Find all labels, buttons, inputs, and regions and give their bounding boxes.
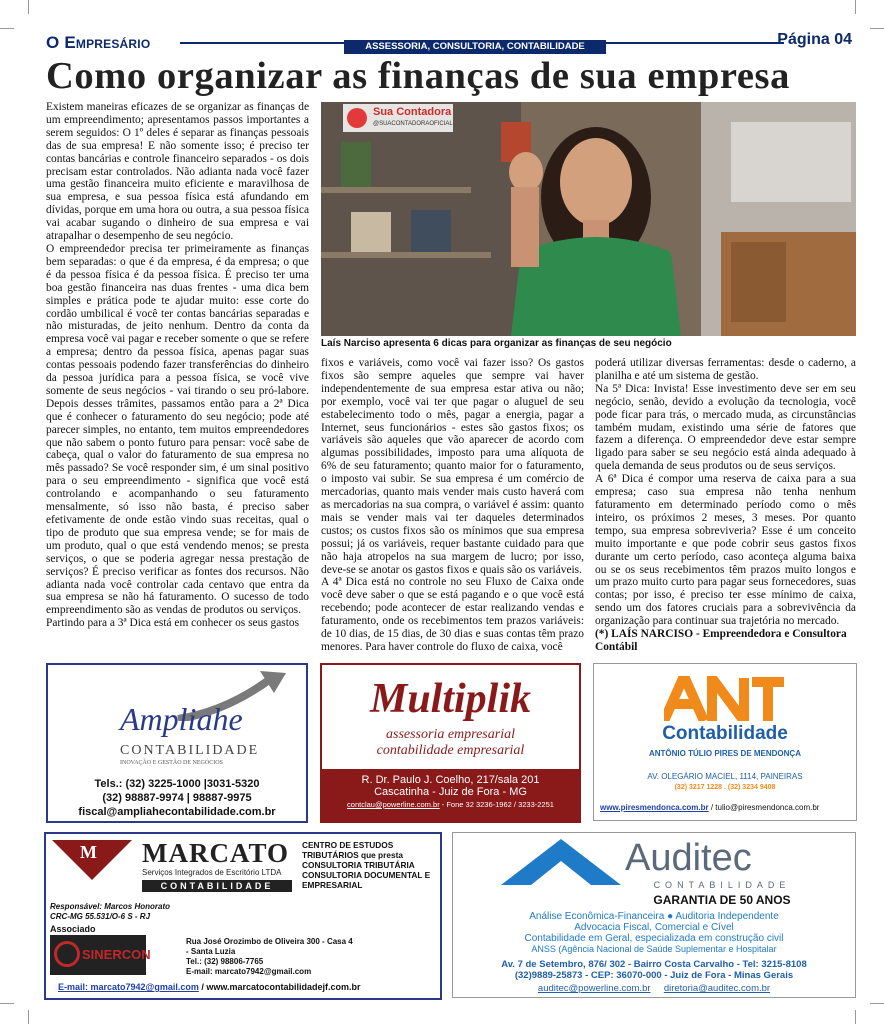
auditec-address: Av. 7 de Setembro, 876/ 302 - Bairro Costa Carvalho - Tel: 3215-8108: [501, 959, 807, 970]
auditec-s1: Análise Econômica-Financeira ● Auditoria Independente: [529, 911, 779, 922]
sinercon-name: SINERCON: [82, 947, 151, 962]
photo-handle: @SUACONTADORAOFICIAL: [373, 121, 453, 127]
crop-mark: [28, 0, 29, 14]
crop-mark: [870, 1003, 884, 1004]
article-column-2: [321, 357, 584, 654]
ampliahe-tel1: Tels.: (32) 3225-1000 |3031-5320: [94, 778, 260, 790]
crop-mark: [28, 1010, 29, 1024]
auditec-s3: Contabilidade em Geral, especializada em construção civil: [524, 933, 784, 944]
ant-contact: [600, 803, 854, 812]
ampliahe-sub: CONTABILIDADE: [120, 743, 260, 758]
multiplik-city: Cascatinha - Juiz de Fora - MG: [374, 786, 527, 798]
marcato-assoc: Associado: [50, 924, 96, 934]
paragraph: O empreendedor precisa ter primeiramente as finanças bem separadas: o que é da empresa, é da empresa; o que é da pessoa física é da pessoa física. É preciso ter uma boa gestão financeira nas duas frentes - uma dica bem simples e prática pode te ajudar muito: esse corte do cordão umbilical é você ter contas bancárias separadas e não misturadas, de jeito nenhum. Dentro da conta da empresa você vai pagar e receber somente o que se refere a empresa; dentro da pessoa física, apenas pagar suas contas pessoais podendo fazer transferências do dinheiro da pessoa jurídica para a pessoa física, se você vive somente de seus negócios - vai tirando o seu pró-labore. Depois desses trâmites, passamos então para a 2ª Dica que é conhecer o faturamento do seu negócio; pode até parecer simples, no entanto, tem muitos empreendedores que não sabem o ponto futuro para pensar: você sabe de cabeça, qual o valor do faturamento de sua empresa no mês passado? Se você responder sim, é um sinal positivo para o seu empreendimento - significa que você está controlando e acompanhando o seu faturamento mensalmente, só isso não basta, é preciso saber efetivamente de onde estão vindo suas receitas, qual o tipo de produto que sua empresa vende; se for mais de um produto, qual o que está vendendo menos; se presta serviços, o que se poderia agregar nessa prestação de serviços? É preciso verificar as fontes dos recursos. Não adianta nada você controlar cada centavo que entra da sua empresa se não há faturamento. O sucesso de todo empreendimento são as vendas de produtos ou serviços.: [46, 242, 309, 617]
ampliahe-tagline: INOVAÇÃO E GESTÃO DE NEGÓCIOS: [120, 760, 223, 766]
crop-mark: [0, 1003, 14, 1004]
multiplik-line1: assessoria empresarial: [386, 727, 515, 742]
multiplik-contact: [322, 800, 579, 809]
ant-email: / tulio@piresmendonca.com.br: [708, 803, 820, 812]
article-column-1: [46, 101, 309, 630]
ampliahe-email[interactable]: fiscal@ampliahecontabilidade.com.br: [78, 806, 276, 818]
marcato-line2: CONTABILIDADE: [142, 880, 292, 892]
paragraph: Existem maneiras eficazes de se organizar as finanças de um empreendimento; apresentamos passos importantes a serem seguidos: O 1º deles é separar as finanças pessoais das de sua empresa! E não somente isso; é preciso ter contas bancárias e controle financeiro separados - os dois precisam estar controlados. Não adianta nada você fazer uma gestão financeira muito eficiente e maravilhosa de sua empresa, e sua pessoa física está afundando em dívidas, porque em uma hora ou outra, a sua pessoa física vai acabar sugando o dinheiro de sua empresa e vai atrapalhar o desempenho de seu negócio.: [46, 101, 309, 243]
marcato-line1: Serviços Integrados de Escritório LTDA: [142, 868, 282, 877]
marcato-footer-email[interactable]: E-mail: marcato7942@gmail.com: [58, 982, 199, 992]
ant-site[interactable]: www.piresmendonca.com.br: [600, 803, 709, 812]
ad-ant[interactable]: [593, 663, 857, 821]
multiplik-email[interactable]: contclau@powerline.com.br: [347, 800, 440, 809]
marcato-footer-site: / www.marcatocontabilidadejf.com.br: [198, 982, 361, 992]
marcato-footer: [58, 982, 436, 992]
photo-brand: Sua Contadora: [373, 106, 452, 118]
ant-phones: (32) 3217 1228 . (32) 3234 9408: [674, 784, 776, 791]
ampliahe-name: Ampliahe: [120, 701, 243, 737]
ant-logo-icon: [664, 676, 784, 721]
auditec-s2: Advocacia Fiscal, Comercial e Cível: [574, 922, 734, 933]
marcato-address2: - Santa Luzia: [186, 947, 236, 956]
photo-illustration: [321, 102, 856, 336]
marcato-email: E-mail: marcato7942@gmail.com: [186, 967, 312, 976]
paragraph: poderá utilizar diversas ferramentas: desde o caderno, a planilha e até um sistema de gestão.: [595, 357, 856, 382]
ad-ampliahe[interactable]: [46, 663, 308, 823]
ad-auditec[interactable]: [452, 832, 856, 998]
ampliahe-tel2: (32) 98887-9974 | 98887-9975: [102, 792, 252, 804]
multiplik-footer: [322, 769, 579, 821]
header-tag: ASSESSORIA, CONSULTORIA, CONTABILIDADE: [344, 40, 606, 54]
marcato-tel: Tel.: (32) 98806-7765: [186, 957, 264, 966]
multiplik-line2: contabilidade empresarial: [376, 743, 525, 758]
marcato-address1: Rua José Orozimbo de Oliveira 300 - Casa 4: [186, 937, 353, 946]
headline: Como organizar as finanças de sua empresa: [46, 55, 790, 97]
multiplik-name: Multiplik: [369, 676, 532, 722]
marcato-name: MARCATO: [142, 838, 289, 868]
auditec-address2: (32)9889-25873 - CEP: 36070-000 - Juiz de Fora - Minas Gerais: [514, 970, 794, 981]
marcato-logo-letter: M: [80, 842, 97, 862]
article-photo: [321, 102, 856, 336]
multiplik-address: R. Dr. Paulo J. Coelho, 217/sala 201: [361, 774, 540, 786]
auditec-s4: ANSS (Agência Nacional de Saúde Suplementar e Hospitalar: [531, 944, 777, 954]
auditec-sub: CONTABILIDADE: [653, 880, 791, 890]
crop-mark: [855, 0, 856, 14]
page-number: Página 04: [777, 31, 852, 48]
ad-marcato[interactable]: [44, 832, 442, 1000]
auditec-years: GARANTIA DE 50 ANOS: [653, 893, 791, 907]
auditec-email2[interactable]: diretoria@auditec.com.br: [663, 983, 771, 994]
marcato-services: CENTRO DE ESTUDOS TRIBUTÁRIOS que presta CONSULTORIA TRIBUTÁRIA CONSULTORIA DOCUMENTAL E EMPRESARIAL: [302, 840, 431, 890]
paragraph: A 6ª Dica é compor uma reserva de caixa para a sua empresa; caso sua empresa não tenha nenhum faturamento em determinado período como o mês inteiro, os próximos 2 meses, 3 meses. Por quanto tempo, sua empresa sobreviveria? Esse é um conceito muito importante e que pode cobrir seus gastos fixos durante um certo período, caso aconteça alguma baixa ou se os seus recebimentos têm prazos muito longos e um prazo muito curto para pagar seus fornecedores, suas contas; por isso, é preciso ter esse mínimo de caixa, sendo um dos fatores cruciais para a sobrevivência da organização para continuar sua trajetória no mercado.: [595, 473, 856, 628]
auditec-email1[interactable]: auditec@powerline.com.br: [537, 983, 651, 994]
section-title: [46, 33, 150, 53]
ant-person: ANTÔNIO TÚLIO PIRES DE MENDONÇA: [648, 749, 801, 758]
crop-mark: [855, 1010, 856, 1024]
sinercon-circle-icon: [54, 941, 80, 967]
article-column-3: [595, 357, 856, 654]
marcato-resp1: Responsável: Marcos Honorato: [50, 902, 171, 911]
crop-mark: [870, 28, 884, 29]
auditec-logo-icon: [501, 835, 621, 885]
multiplik-phone: - Fone 32 3236-1962 / 3233-2251: [439, 800, 554, 809]
ant-address: AV. OLEGÁRIO MACIEL, 1114, PAINEIRAS: [647, 772, 803, 781]
paragraph: fixos e variáveis, como você vai fazer isso? Os gastos fixos são sempre aqueles que sempre vai haver independentemente de sua empresa estar ativa ou não; por exemplo, você vai ter que pagar o aluguel de seu estabelecimento todo o mês, pagar a energia, pagar a Internet, seus funcionários - estes são gastos fixos; os variáveis são aqueles que vão aparecer de acordo com algumas possibilidades, imposto para uma alíquota de 6% de seu faturamento; quanto maior for o faturamento, o imposto vai subir. Se sua empresa é um comércio de mercadorias, quanto mais vender mais custo haverá com as mercadorias na sua compra, o variável é assim: quanto mais se vender mais vai ter daqueles determinados custos; os custos fixos são os mínimos que sua empresa possui; já os variáveis, requer bastante cuidado para que não haja atropelos na sua margem de lucro; por isso, deve-se se anotar os gastos fixos e quais são os variáveis.: [321, 357, 584, 576]
auditec-emails: [453, 983, 855, 994]
photo-caption: Laís Narciso apresenta 6 dicas para organizar as finanças de seu negócio: [321, 338, 672, 349]
ant-sub: Contabilidade: [662, 723, 788, 744]
author-credit: (*) LAÍS NARCISO - Empreendedora e Consultora Contábil: [595, 628, 847, 653]
sinercon-logo: [50, 935, 151, 975]
ad-multiplik[interactable]: [320, 663, 581, 823]
section-title-text: O Empresário: [46, 33, 151, 52]
marcato-resp2: CRC-MG 55.531/O-6 S - RJ: [50, 912, 151, 921]
paragraph: Na 5ª Dica: Invista! Esse investimento deve ser em seu negócio, senão, devido a evolução da tecnologia, você pode ficar para trás, o mercado muda, as circunstâncias também mudam, existindo uma série de fatores que fazem a diferença. O empreendedor deve estar sempre ligado para saber se seu negócio está ainda adequado à quela demanda de seus produtos ou de seus serviços.: [595, 382, 856, 473]
paragraph: Partindo para a 3ª Dica está em conhecer os seus gastos: [46, 617, 300, 630]
auditec-name: Auditec: [625, 837, 752, 879]
crop-mark: [0, 28, 14, 29]
paragraph: A 4ª Dica está no controle no seu Fluxo de Caixa onde você deve saber o que se está pagando e o que você está recebendo; pode acontecer de estar realizando vendas e faturamento, onde os recebimentos tem prazos variáveis: de 10 dias, de 15 dias, de 30 dias e suas contas têm prazo menores. Para haver controle do fluxo de caixa, você: [321, 576, 584, 653]
